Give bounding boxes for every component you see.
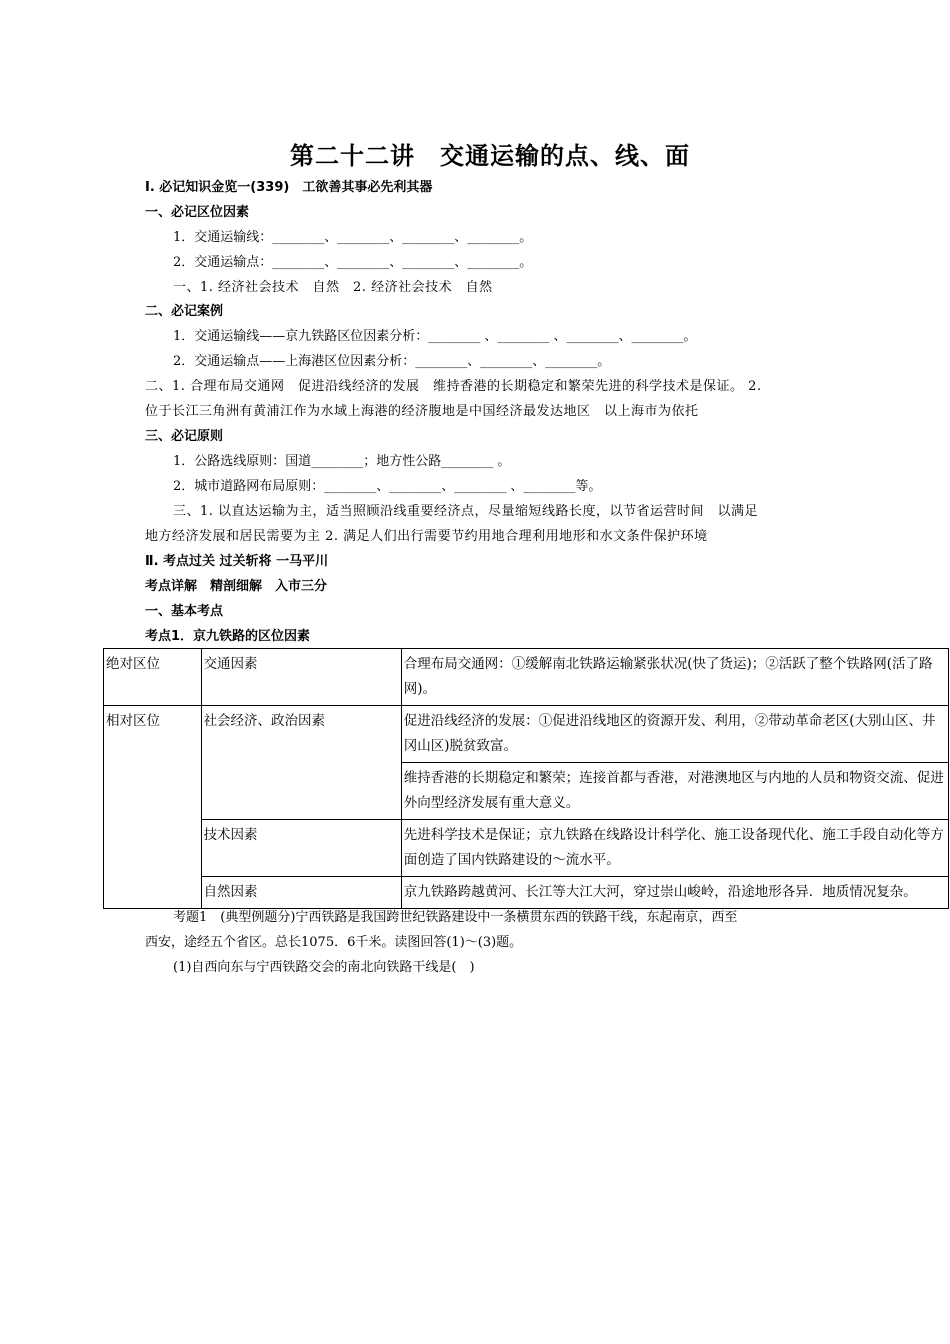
answer-section1: 一、1. 经济社会技术 自然 2. 经济社会技术 自然 — [173, 280, 493, 295]
table-row — [104, 706, 949, 763]
answer-section2-line1: 二、1. 合理布局交通网 促进沿线经济的发展 维持香港的长期稳定和繁荣先进的科学技术是保证。 2. — [145, 379, 762, 394]
part2-heading: Ⅱ. 考点过关 过关斩将 一马平川 — [145, 554, 329, 569]
table-row — [104, 877, 949, 909]
table-cell-transport-factor: 交通因素 — [201, 649, 401, 706]
answer-section3-line1: 三、1. 以直达运输为主，适当照顾沿线重要经济点，尽量缩短线路长度，以节省运营时间 以满足 — [173, 504, 759, 519]
table-row — [104, 649, 949, 706]
table-cell-socio-desc-1: 促进沿线经济的发展：①促进沿线地区的资源开发、利用，②带动革命老区(大别山区、井冈山区)脱贫致富。 — [401, 706, 948, 763]
table-cell-tech-factor: 技术因素 — [201, 820, 401, 877]
fill-in-transport-point: 2．交通运输点：________、________、________、________。 — [173, 255, 533, 270]
question1-subquestion1: (1)自西向东与宁西铁路交会的南北向铁路干线是( ) — [173, 960, 475, 975]
table-cell-absolute-location: 绝对区位 — [104, 649, 202, 706]
question1-stem-line1: 考题1 (典型例题分)宁西铁路是我国跨世纪铁路建设中一条横贯东西的铁路干线，东起南京，西至 — [173, 910, 738, 925]
section-heading-principles: 三、必记原则 — [145, 429, 224, 444]
table-cell-socio-factor: 社会经济、政治因素 — [201, 706, 401, 820]
table-cell-relative-location: 相对区位 — [104, 706, 202, 909]
question1-stem-line2: 西安，途经五个省区。总长1075．6千米。读图回答(1)～(3)题。 — [145, 935, 523, 950]
location-factors-table — [103, 648, 949, 909]
section-heading-basic-points: 一、基本考点 — [145, 604, 224, 619]
table-cell-nature-factor: 自然因素 — [201, 877, 401, 909]
section-heading-cases: 二、必记案例 — [145, 304, 224, 319]
fill-in-jingjiu-railway: 1．交通运输线——京九铁路区位因素分析：________ 、________ 、________、________。 — [173, 329, 697, 344]
table-cell-tech-desc: 先进科学技术是保证；京九铁路在线路设计科学化、施工设备现代化、施工手段自动化等方面创造了国内铁路建设的～流水平。 — [401, 820, 948, 877]
answer-section2-line2: 位于长江三角洲有黄浦江作为水域上海港的经济腹地是中国经济最发达地区 以上海市为依托 — [145, 404, 699, 419]
answer-section3-line2: 地方经济发展和居民需要为主 2. 满足人们出行需要节约用地合理利用地形和水文条件保护环境 — [145, 529, 708, 544]
part1-heading: Ⅰ. 必记知识金览一(339) 工欲善其事必先利其器 — [145, 180, 433, 195]
fill-in-shanghai-port: 2．交通运输点——上海港区位因素分析：________、________、________。 — [173, 354, 611, 369]
part2-subheading: 考点详解 精剖细解 入市三分 — [145, 579, 328, 594]
table-row — [104, 820, 949, 877]
page-title: 第二十二讲 交通运输的点、线、面 — [290, 142, 690, 170]
table-cell-nature-desc: 京九铁路跨越黄河、长江等大江大河，穿过崇山峻岭，沿途地形各异．地质情况复杂。 — [401, 877, 948, 909]
fill-in-highway-principle: 1．公路选线原则：国道________；地方性公路________ 。 — [173, 454, 511, 469]
point1-heading: 考点1．京九铁路的区位因素 — [145, 629, 311, 644]
section-heading-location-factors: 一、必记区位因素 — [145, 205, 250, 220]
table-cell-transport-desc: 合理布局交通网：①缓解南北铁路运输紧张状况(快了货运)；②活跃了整个铁路网(活了路网)。 — [401, 649, 948, 706]
fill-in-urban-road-principle: 2．城市道路网布局原则：________、________、________ 、________等。 — [173, 479, 602, 494]
fill-in-transport-line: 1．交通运输线：________、________、________、________。 — [173, 230, 533, 245]
table-cell-socio-desc-2: 维持香港的长期稳定和繁荣；连接首都与香港，对港澳地区与内地的人员和物资交流、促进外向型经济发展有重大意义。 — [401, 763, 948, 820]
